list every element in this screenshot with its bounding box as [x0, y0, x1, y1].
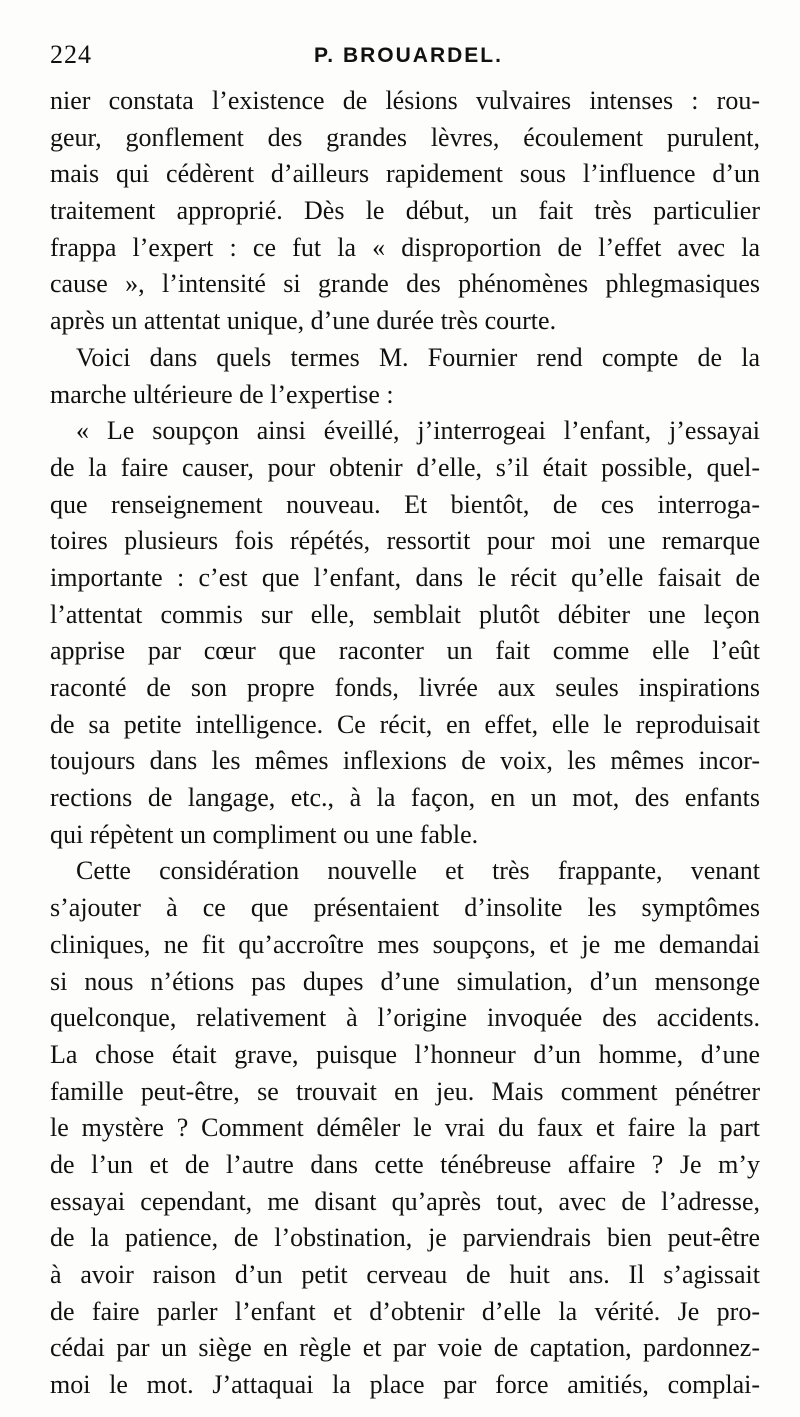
text-line: moi le mot. J’attaquai la place par force amitiés, complai- [50, 1370, 760, 1400]
text-line: mais qui cédèrent d’ailleurs rapidement sous l’influence d’un [50, 159, 760, 189]
text-line: essayai cependant, me disant qu’après tout, avec de l’adresse, [50, 1186, 760, 1216]
text-line: Cette considération nouvelle et très frappante, venant [76, 856, 760, 886]
text-line: de sa petite intelligence. Ce récit, en effet, elle le reproduisait [50, 709, 760, 739]
text-line: s’ajouter à ce que présentaient d’insolite les symptômes [50, 893, 760, 923]
text-line: geur, gonflement des grandes lèvres, écoulement purulent, [50, 122, 760, 152]
text-line: La chose était grave, puisque l’honneur d’un homme, d’une [50, 1039, 760, 1069]
body-text [50, 83, 760, 1404]
running-head [50, 40, 760, 76]
text-line: nier constata l’existence de lésions vulvaires intenses : rou- [50, 86, 760, 115]
text-line: toires plusieurs fois répétés, ressortit pour moi une remarque [50, 526, 760, 556]
text-line: après un attentat unique, d’une durée très courte. [50, 306, 557, 336]
text-line: que renseignement nouveau. Et bientôt, de ces interroga- [50, 489, 760, 519]
text-line: frappa l’expert : ce fut la « disproportion de l’effet avec la [50, 232, 760, 262]
text-line: raconté de son propre fonds, livrée aux seules inspirations [50, 673, 760, 702]
text-line: l’attentat commis sur elle, semblait plutôt débiter une leçon [50, 599, 760, 629]
text-line: de la faire causer, pour obtenir d’elle, s’il était possible, quel- [50, 452, 760, 482]
text-line: rections de langage, etc., à la façon, en un mot, des enfants [50, 783, 760, 813]
page-number: 224 [50, 40, 92, 69]
text-line: Voici dans quels termes M. Fournier rend compte de la [76, 342, 760, 372]
text-line: « Le soupçon ainsi éveillé, j’interrogeai l’enfant, j’essayai [76, 416, 760, 446]
text-line: importante : c’est que l’enfant, dans le récit qu’elle faisait de [50, 562, 760, 592]
text-line: famille peut-être, se trouvait en jeu. Mais comment pénétrer [50, 1076, 760, 1106]
text-line: de l’un et de l’autre dans cette ténébreuse affaire ? Je m’y [50, 1149, 760, 1179]
text-line: le mystère ? Comment démêler le vrai du faux et faire la part [50, 1113, 760, 1143]
text-line: traitement approprié. Dès le début, un fait très particulier [50, 196, 760, 226]
text-line: marche ultérieure de l’expertise : [50, 379, 394, 409]
text-line: quelconque, relativement à l’origine invoquée des accidents. [50, 1003, 760, 1033]
running-title: P. BROUARDEL. [314, 44, 503, 67]
text-line: à avoir raison d’un petit cerveau de huit ans. Il s’agissait [50, 1260, 760, 1289]
text-line: qui répètent un compliment ou une fable. [50, 819, 479, 849]
text-line: cliniques, ne fit qu’accroître mes soupçons, et je me demandai [50, 929, 760, 959]
text-line: si nous n’étions pas dupes d’une simulation, d’un mensonge [50, 966, 760, 996]
text-line: toujours dans les mêmes inflexions de voix, les mêmes incor- [50, 746, 760, 776]
text-line: de faire parler l’enfant et d’obtenir d’elle la vérité. Je pro- [50, 1296, 760, 1326]
text-line: apprise par cœur que raconter un fait comme elle l’eût [50, 636, 760, 666]
text-line: de la patience, de l’obstination, je parviendrais bien peut-être [50, 1223, 760, 1253]
text-line: cédai par un siège en règle et par voie de captation, pardonnez- [50, 1333, 760, 1363]
text-line: cause », l’intensité si grande des phénomènes phlegmasiques [50, 269, 760, 299]
